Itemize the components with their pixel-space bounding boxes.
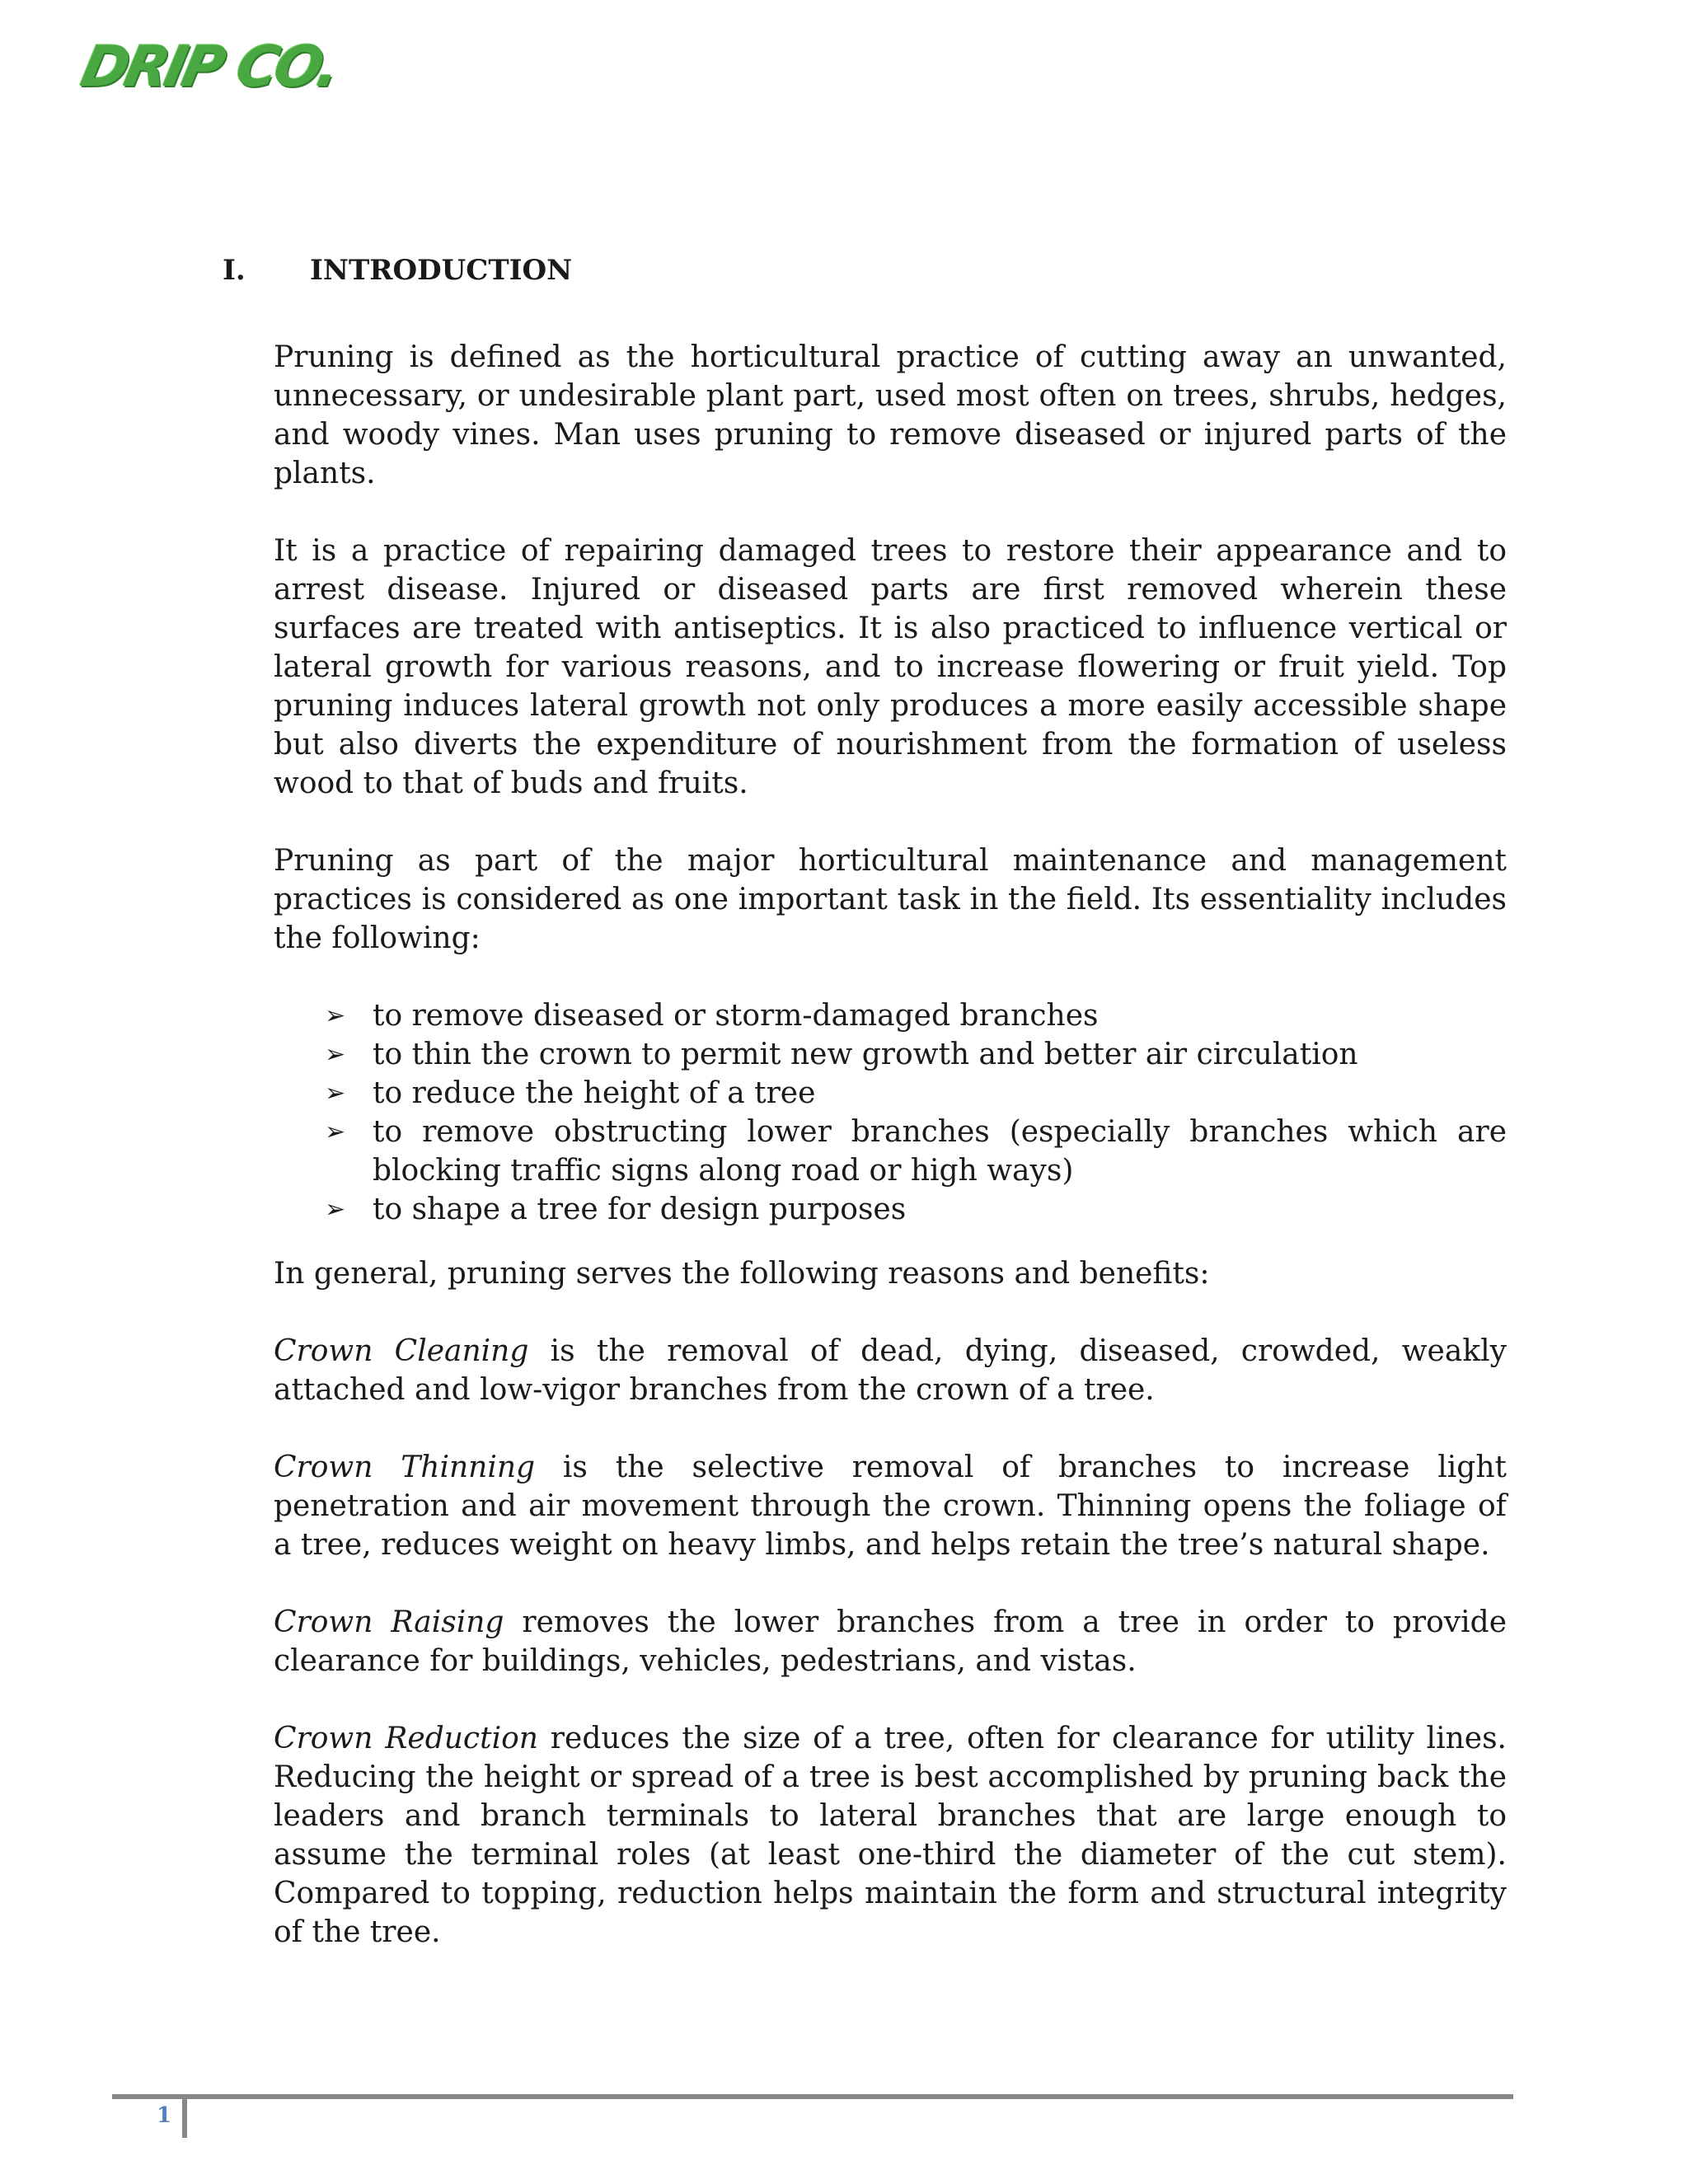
list-item: ➢ to thin the crown to permit new growth and better air circulation bbox=[274, 1035, 1507, 1074]
arrow-bullet-icon: ➢ bbox=[325, 1118, 346, 1146]
essentiality-list bbox=[274, 996, 1507, 1229]
page-number: 1 bbox=[157, 2103, 172, 2128]
definition-crown-thinning: Crown Thinning is the selective removal of branches to increase light penetration and air movement through the crown. Thinning opens the foliage of a tree, reduces weight on heavy limbs, and helps retain the tree’s natural shape. bbox=[274, 1451, 1507, 1562]
arrow-bullet-icon: ➢ bbox=[325, 1195, 346, 1224]
document-body bbox=[274, 338, 1507, 1990]
company-logo: DRIP CO. bbox=[75, 35, 344, 100]
arrow-bullet-icon: ➢ bbox=[325, 1040, 346, 1069]
term: Crown Cleaning bbox=[274, 1334, 529, 1368]
list-item: ➢ to remove obstructing lower branches (especially branches which are blocking traffic signs along road or high ways) bbox=[274, 1113, 1507, 1190]
section-number: I. bbox=[223, 254, 246, 287]
footer-divider bbox=[182, 2097, 187, 2138]
term: Crown Thinning bbox=[274, 1451, 536, 1484]
footer-rule bbox=[112, 2094, 1513, 2099]
paragraph-general: In general, pruning serves the following reasons and benefits: bbox=[274, 1257, 1210, 1291]
definition-crown-reduction: Crown Reduction reduces the size of a tree, often for clearance for utility lines. Reducing the height or spread of a tree is best accomplished by pruning back the leaders and branch terminals to lateral branches that are large enough to assume the terminal roles (at least one-third the diameter of the cut stem). Compared to topping, reduction helps maintain the form and structural integrity of the tree. bbox=[274, 1722, 1507, 1949]
definition-crown-raising: Crown Raising removes the lower branches from a tree in order to provide clearance for buildings, vehicles, pedestrians, and vistas. bbox=[274, 1605, 1507, 1678]
list-item: ➢ to remove diseased or storm-damaged branches bbox=[274, 996, 1507, 1035]
list-item: ➢ to shape a tree for design purposes bbox=[274, 1190, 1507, 1229]
section-title: INTRODUCTION bbox=[310, 254, 573, 287]
arrow-bullet-icon: ➢ bbox=[325, 1079, 346, 1108]
list-item: ➢ to reduce the height of a tree bbox=[274, 1074, 1507, 1113]
section-heading bbox=[223, 254, 572, 287]
term: Crown Raising bbox=[274, 1605, 504, 1639]
paragraph-practice: It is a practice of repairing damaged trees to restore their appearance and to arrest disease. Injured or diseased parts are first removed wherein these surfaces are treated with antiseptics. It is also practiced to influence vertical or lateral growth for various reasons, and to increase flowering or fruit yield. Top pruning induces lateral growth not only produces a more easily accessible shape but also diverts the expenditure of nourishment from the formation of useless wood to that of buds and fruits. bbox=[274, 534, 1507, 800]
term: Crown Reduction bbox=[274, 1722, 538, 1755]
arrow-bullet-icon: ➢ bbox=[325, 1001, 346, 1030]
paragraph-essentiality: Pruning as part of the major horticultural maintenance and management practices is considered as one important task in the field. Its essentiality includes the following: bbox=[274, 844, 1507, 955]
paragraph-definition: Pruning is defined as the horticultural practice of cutting away an unwanted, unnecessary, or undesirable plant part, used most often on trees, shrubs, hedges, and woody vines. Man uses pruning to remove diseased or injured parts of the plants. bbox=[274, 340, 1507, 490]
definition-crown-cleaning: Crown Cleaning is the removal of dead, dying, diseased, crowded, weakly attached and low-vigor branches from the crown of a tree. bbox=[274, 1334, 1507, 1407]
